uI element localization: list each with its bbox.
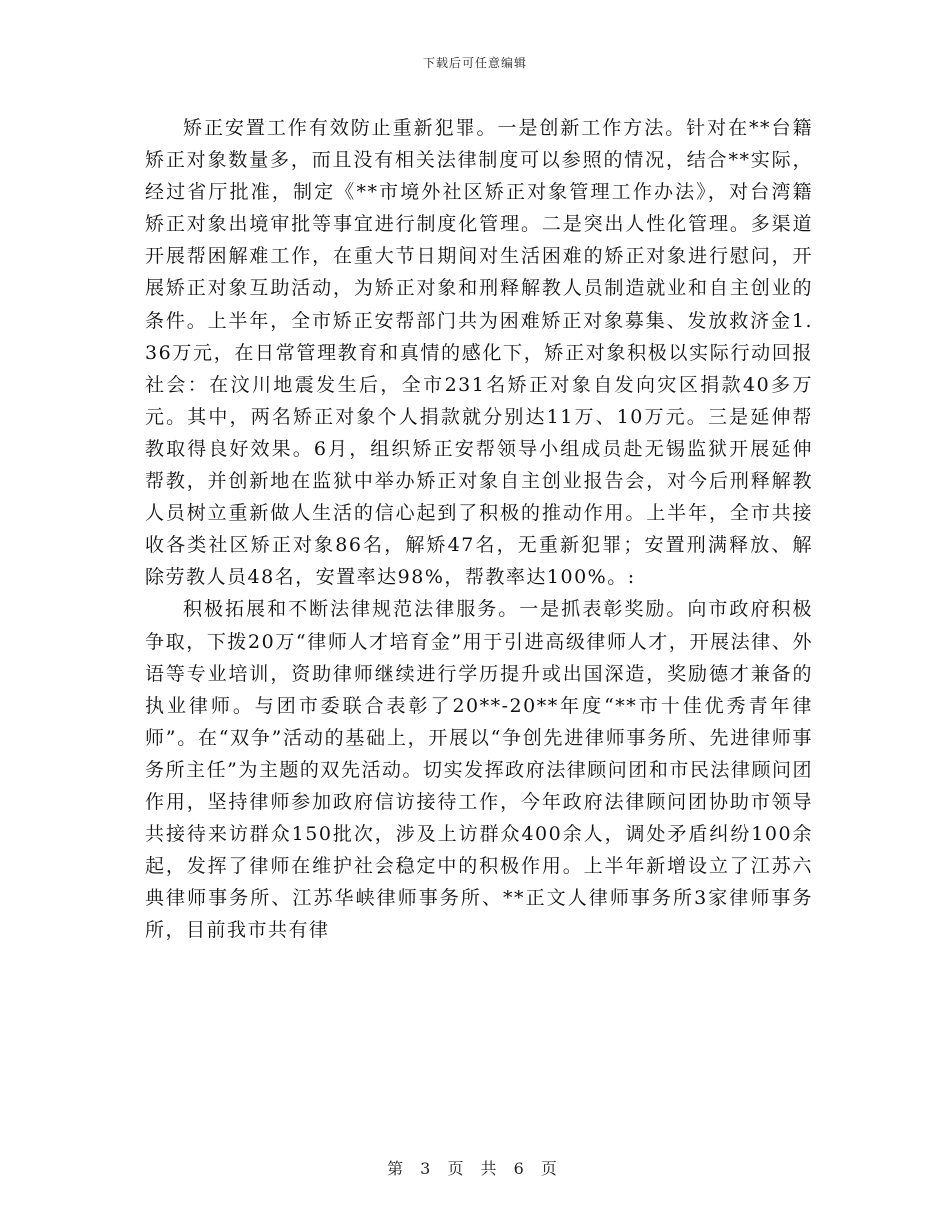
body-paragraph: 矫正安置工作有效防止重新犯罪。一是创新工作方法。针对在**台籍矫正对象数量多，而且没有相关法律制度可以参照的情况，结合**实际，经过省厅批准，制定《**市境外社区矫正对象管理工作办法》，对台湾籍矫正对象出境审批等事宜进行制度化管理。二是突出人性化管理。多渠道开展帮困解难工作，在重大节日期间对生活困难的矫正对象进行慰问，开展矫正对象互助活动，为矫正对象和刑释解教人员制造就业和自主创业的条件。上半年，全市矫正安帮部门共为困难矫正对象募集、发放救济金1.36万元，在日常管理教育和真情的感化下，矫正对象积极以实际行动回报社会：在汶川地震发生后，全市231名矫正对象自发向灾区捐款40多万元。其中，两名矫正对象个人捐款就分别达11万、10万元。三是延伸帮教取得良好效果。6月，组织矫正安帮领导小组成员赴无锡监狱开展延伸帮教，并创新地在监狱中举办矫正对象自主创业报告会，对今后刑释解教人员树立重新做人生活的信心起到了积极的推动作用。上半年，全市共接收各类社区矫正对象86名，解矫47名，无重新犯罪；安置刑满释放、解除劳教人员48名，安置率达98%，帮教率达100%。: — [145, 117, 813, 589]
page-header-note: 下载后可任意编辑 — [422, 56, 527, 70]
body-paragraph: 积极拓展和不断法律规范法律服务。一是抓表彰奖励。向市政府积极争取，下拨20万“律师人才培育金”用于引进高级律师人才，开展法律、外语等专业培训，资助律师继续进行学历提升或出国深造，奖励德才兼备的执业律师。与团市委联合表彰了20**-20**年度“**市十佳优秀青年律师”。在“双争”活动的基础上，开展以“争创先进律师事务所、先进律师事务所主任”为主题的双先活动。切实发挥政府法律顾问团和市民法律顾问团作用，坚持律师参加政府信访接待工作，今年政府法律顾问团协助市领导共接待来访群众150批次，涉及上访群众400余人，调处矛盾纠纷100余起，发挥了律师在维护社会稳定中的积极作用。上半年新增设立了江苏六典律师事务所、江苏华峡律师事务所、**正文人律师事务所3家律师事务所，目前我市共有律 — [145, 598, 813, 942]
page-number-footer: 第 3 页 共 6 页 — [387, 1159, 563, 1178]
document-body — [145, 112, 813, 946]
